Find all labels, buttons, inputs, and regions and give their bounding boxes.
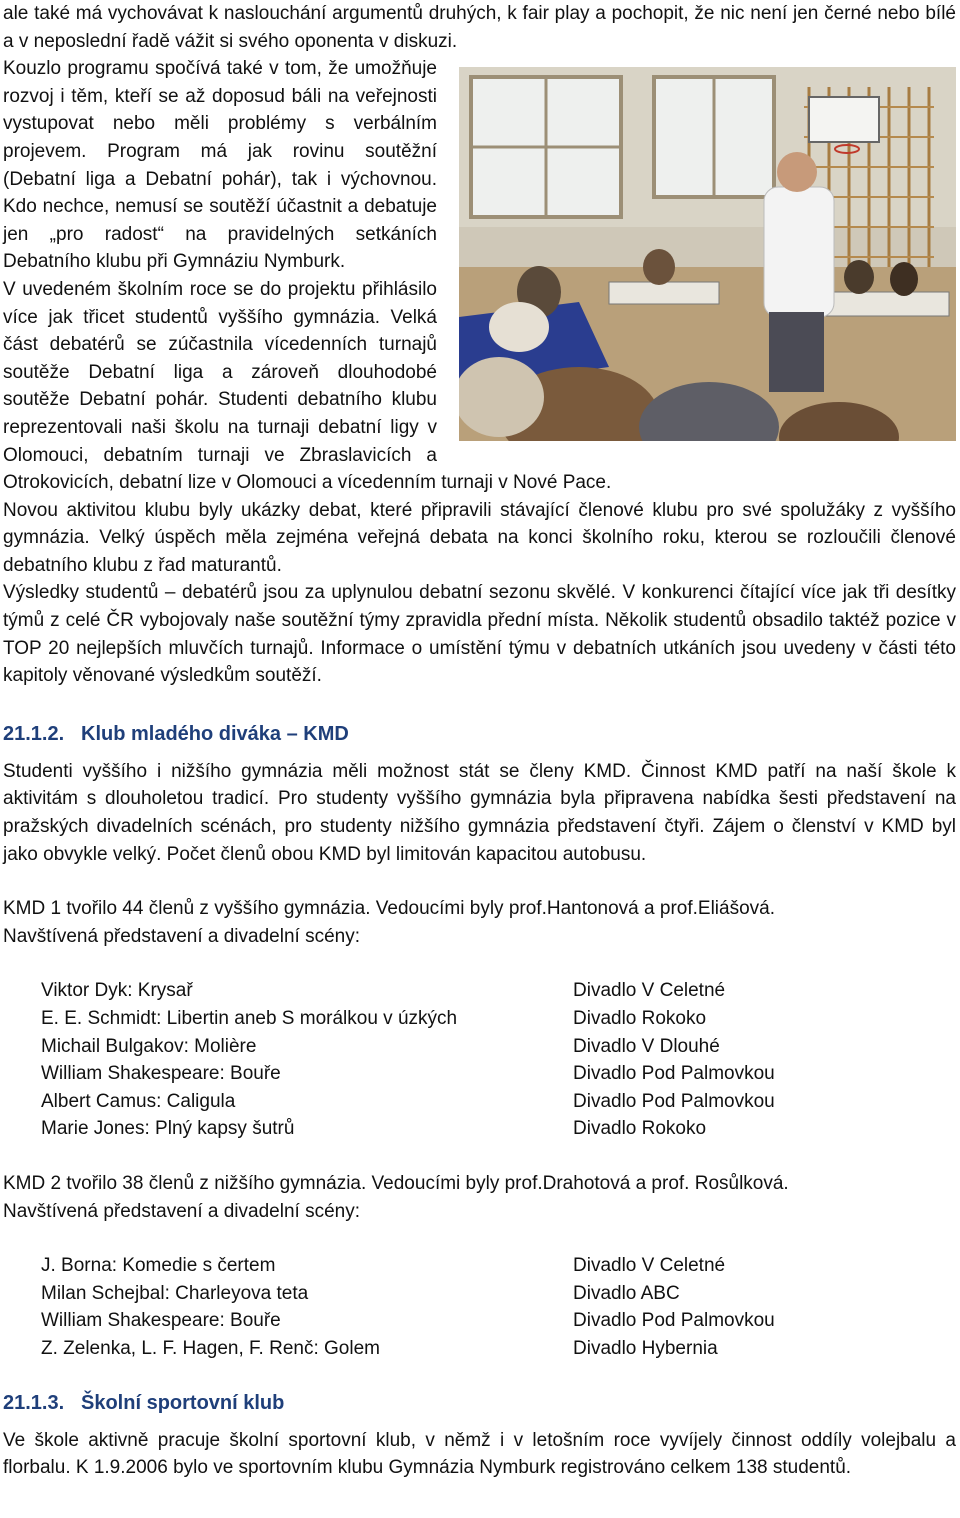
play-venue: Divadlo V Celetné xyxy=(573,980,726,1002)
list-item xyxy=(41,1088,956,1116)
play-venue: Divadlo Hybernia xyxy=(573,1337,718,1359)
intro-paragraph-5: Výsledky studentů – debatérů jsou za uplynulou debatní sezonu skvělé. V konkurenci čítající více jak tři desítky týmů z celé ČR vybojovaly naše soutěžní týmy zpravidla přední místa. Několik studentů obsadilo taktéž pozice v TOP 20 nejlepších mluvčích turnajů. Informace o umístění týmu v debatních utkáních jsou uvedeny v části této kapitoly věnované výsledkům soutěží. xyxy=(3,582,956,687)
play-title: Marie Jones: Plný kapsy šutrů xyxy=(41,1118,295,1140)
play-title: Michail Bulgakov: Molière xyxy=(41,1035,257,1057)
list-item xyxy=(41,1252,956,1280)
debate-photo xyxy=(459,67,956,441)
play-venue: Divadlo Pod Palmovkou xyxy=(573,1090,775,1112)
kmd1-plays-list xyxy=(41,977,956,1143)
play-title: Viktor Dyk: Krysař xyxy=(41,980,193,1002)
sport-section-title: Školní sportovní klub xyxy=(81,1391,285,1414)
play-venue: Divadlo Rokoko xyxy=(573,1118,707,1140)
play-title: Albert Camus: Caligula xyxy=(41,1090,236,1112)
list-item xyxy=(41,1280,956,1308)
kmd1-visited-label: Navštívená představení a divadelní scény: xyxy=(3,925,360,947)
sport-paragraph-1: Ve škole aktivně pracuje školní sportovní klub, v němž i v letošním roce vyvíjely činnost oddíly volejbalu a florbalu. K 1.9.2006 bylo ve sportovním klubu Gymnázia Nymburk registrováno celkem 138 studentů. xyxy=(3,1429,956,1479)
play-venue: Divadlo Rokoko xyxy=(573,1008,707,1029)
list-item xyxy=(41,1335,956,1363)
list-item xyxy=(41,977,956,1005)
kmd1-line: KMD 1 tvořilo 44 členů z vyššího gymnázia. Vedoucími byly prof.Hantonová a prof.Eliášová. xyxy=(3,898,775,920)
play-title: Z. Zelenka, L. F. Hagen, F. Renč: Golem xyxy=(41,1337,380,1359)
intro-paragraph-4: Novou aktivitou klubu byly ukázky debat, které připravili stávající členové klubu pro své spolužáky z vyššího gymnázia. Velký úspěch měla zejména veřejná debata na konci školního roku, kterou se rozloučili členové debatního klubu z řad maturantů. xyxy=(3,499,956,576)
kmd-heading xyxy=(3,720,956,748)
play-venue: Divadlo Pod Palmovkou xyxy=(573,1310,775,1332)
intro-paragraph-3: V uvedeném školním roce se do projektu přihlásilo více jak třicet studentů vyššího gymnázia. Velká část debatérů se zúčastnila vícedenních turnajů soutěže Debatní liga a zároveň dlouhodobé soutěže Debatní pohár. Studenti debatního klubu reprezentovali naši školu na turnaji debatní ligy v Olomouci, debatním turnaji ve Zbraslavicích a Otrokovicích, debatní lize v Olomouci a vícedenním turnaji v Nové Pace. xyxy=(3,278,612,494)
gym-debate-image xyxy=(459,67,956,441)
play-title: William Shakespeare: Bouře xyxy=(41,1063,281,1085)
play-title: Milan Schejbal: Charleyova teta xyxy=(41,1282,309,1304)
kmd-section-number: 21.1.2. xyxy=(3,722,65,745)
list-item xyxy=(41,1307,956,1335)
list-item xyxy=(41,1060,956,1088)
kmd-section-title: Klub mladého diváka – KMD xyxy=(81,722,349,745)
intro-paragraph-1: ale také má vychovávat k naslouchání argumentů druhých, k fair play a pochopit, že nic není jen černé nebo bílé a v neposlední řadě vážit si svého oponenta v diskuzi. xyxy=(3,3,956,52)
play-title: E. E. Schmidt: Libertin aneb S morálkou v úzkých xyxy=(41,1008,458,1029)
list-item xyxy=(41,1005,956,1033)
intro-paragraph-2: Kouzlo programu spočívá také v tom, že umožňuje rozvoj i těm, kteří se až doposud báli na veřejnosti vystupovat nebo měli problémy s verbálním projevem. Program má jak rovinu soutěžní (Debatní liga a Debatní pohár), tak i výchovnou. Kdo nechce, nemusí se soutěží účastnit a debatuje jen „pro radost“ na pravidelných setkáních Debatního klubu při Gymnáziu Nymburk. xyxy=(3,58,437,273)
kmd2-visited-label: Navštívená představení a divadelní scény: xyxy=(3,1200,360,1222)
kmd-paragraph-1: Studenti vyššího i nižšího gymnázia měli možnost stát se členy KMD. Činnost KMD patří na naší škole k aktivitám s dlouholetou tradicí. Pro studenty vyššího gymnázia byla připravena nabídka šesti představení na pražských divadelních scénách, pro studenty nižšího gymnázia představení čtyři. Zájem o členství v KMD byl jako obvykle velký. Počet členů obou KMD byl limitován kapacitou autobusu. xyxy=(3,760,956,865)
list-item xyxy=(41,1115,956,1143)
play-title: William Shakespeare: Bouře xyxy=(41,1310,281,1332)
sport-section-number: 21.1.3. xyxy=(3,1391,65,1414)
kmd2-line: KMD 2 tvořilo 38 členů z nižšího gymnázia. Vedoucími byly prof.Drahotová a prof. Rosůlková. xyxy=(3,1172,789,1194)
play-title: J. Borna: Komedie s čertem xyxy=(41,1255,276,1277)
play-venue: Divadlo V Dlouhé xyxy=(573,1035,720,1057)
list-item xyxy=(41,1033,956,1061)
play-venue: Divadlo V Celetné xyxy=(573,1255,726,1277)
document-page xyxy=(3,0,956,1482)
play-venue: Divadlo Pod Palmovkou xyxy=(573,1063,775,1085)
play-venue: Divadlo ABC xyxy=(573,1282,680,1304)
kmd2-plays-list xyxy=(41,1252,956,1362)
sport-heading xyxy=(3,1389,956,1417)
